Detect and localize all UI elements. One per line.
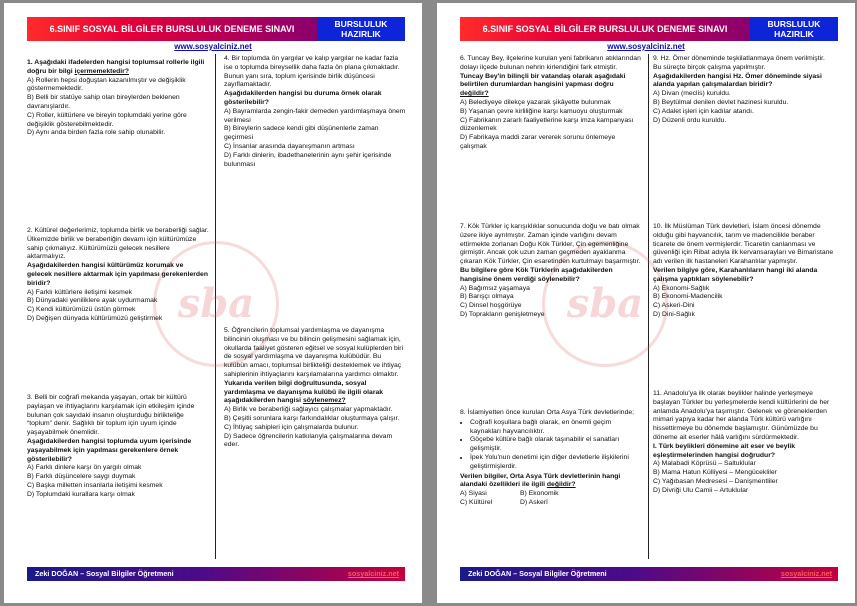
q8-bullet-2: • Göçebe kültüre bağlı olarak taşınabilir el sanatları gelişmiştir.: [470, 436, 642, 454]
q1-option-b[interactable]: B) Belli bir statüye sahip olan bireylerden beklenen davranışlardır.: [27, 94, 180, 110]
badge-line2: HAZIRLIK: [774, 29, 814, 39]
q1-stem-underlined: içermemektedir?: [74, 67, 129, 75]
website-link[interactable]: www.sosyalciniz.net: [607, 42, 685, 51]
q8-option-a[interactable]: A) Siyasi: [460, 490, 487, 498]
q1-option-c[interactable]: C) Roller, kültürlere ve bireyin toplumdaki yerine göre değişiklik gösterebilmektedir.: [27, 111, 187, 128]
q3-stem: 3. Belli bir coğrafi mekanda yaşayan, ortak bir kültürü paylaşan ve ihtiyaçlarını karşılamak için etkileşim içinde bulunan çok sayıdaki insanın oluşturduğu birlikteliğe “toplum” denir. Sağlıklı bir toplum için uyum içinde yaşayabilmek önemlidir.: [27, 394, 195, 437]
q5-ask-underlined: söylenemez?: [302, 397, 346, 405]
q6-stem: 6. Tuncay Bey, ilçelerine kurulan yeni fabrikanın atıklarından dolayı ilçede bulunan nehrin kirlendiğini fark etmiştir.: [460, 55, 641, 71]
question-2: [27, 227, 209, 324]
q9-option-c[interactable]: C) Adalet işleri için kadılar atandı.: [653, 107, 754, 115]
badge-line2: HAZIRLIK: [341, 29, 381, 39]
badge-line1: BURSLULUK: [767, 19, 821, 29]
page-footer: [27, 567, 405, 581]
question-11: [653, 390, 835, 496]
q7-stem: 7. Kök Türkler iç karışıklıklar sonucunda doğu ve batı olmak üzere ikiye ayrılmıştır. Zaman içinde varlığını devam ettirmekte zorlanan Doğu Kök Türkler, Çin egemenliğine girmiştir. Ancak çok uzun zaman geçmeden ayaklanma çıkaran Kök Türkler, Çin esaretinden kurtulmayı başarmıştır.: [460, 223, 641, 266]
left-page: [4, 3, 422, 603]
q9-option-d[interactable]: D) Düzenli ordu kuruldu.: [653, 116, 727, 124]
q5-option-d[interactable]: D) Sadece öğrencilerin katkılarıyla çalışmalarına devam eder.: [224, 432, 393, 449]
q3-ask: Aşağıdakilerden hangisi toplumda uyum içerisinde yaşayabilmek için yapılması gerekenlere örnek gösterilebilir?: [27, 437, 192, 463]
q3-option-d[interactable]: D) Toplumdaki kurallara karşı olmak: [27, 490, 135, 498]
page-footer: [460, 567, 838, 581]
q8-bullet-1: • Coğrafi koşullara bağlı olarak, en önemli geçim kaynakları hayvancılıktır.: [470, 419, 642, 437]
watermark-seal: sba: [542, 241, 668, 367]
q4-option-b[interactable]: B) Bireylerin sadece kendi gibi düşünenlerle zaman geçirmesi: [224, 125, 379, 142]
q2-option-b[interactable]: B) Dünyadaki yeniliklere ayak uydurmamak: [27, 297, 158, 305]
q6-option-c[interactable]: C) Fabrikanın zararlı faaliyetlerine karşı imza kampanyası düzenlemek: [460, 116, 634, 133]
q8-option-d[interactable]: D) Askerî: [520, 498, 548, 506]
q9-stem: 9. Hz. Ömer döneminde teşkilatlanmaya önem verilmiştir. Bu süreçte birçok çalışma yapılmıştır.: [653, 55, 825, 71]
page-header: [27, 17, 405, 41]
exam-badge: [750, 17, 838, 41]
q4-option-d[interactable]: D) Farklı dinlerin, ibadethanelerinin aynı şehir içerisinde bulunması: [224, 151, 392, 168]
q5-option-a[interactable]: A) Birlik ve beraberliği sağlayıcı çalışmalar yapmaktadır.: [224, 406, 393, 414]
question-8: [460, 409, 642, 508]
q2-option-a[interactable]: A) Farklı kültürlere iletişimi kesmek: [27, 288, 132, 296]
q10-stem: 10. İlk Müslüman Türk devletleri, İslam öncesi dönemde olduğu gibi hayvancılık, tarım ve madencilikle beraber ticarete de önem vermişlerdir. Ticaretin canlanması ve güvenliği için Ribat adıyla ilk kervansarayları ve Bimaristane adı verilen ilk hastaneleri Karahanlılar yapmıştır.: [653, 223, 834, 266]
q9-ask: Aşağıdakilerden hangisi Hz. Ömer döneminde siyasi alanda yapılan çalışmalardan biridir?: [653, 72, 822, 89]
q11-ask: I. Türk beylikleri dönemine ait eser ve beylik eşleştirmelerinden hangisi doğrudur?: [653, 442, 796, 459]
question-6: [460, 55, 642, 152]
q2-option-d[interactable]: D) Değişen dünyada kültürümüzü geliştirmek: [27, 314, 163, 322]
q3-option-b[interactable]: B) Farklı düşüncelere saygı duymak: [27, 473, 136, 481]
badge-line1: BURSLULUK: [334, 19, 388, 29]
exam-title: 6.SINIF SOSYAL BİLGİLER BURSLULUK DENEME SINAVI: [460, 17, 750, 41]
q10-option-b[interactable]: B) Ekonomi-Madencilik: [653, 293, 723, 301]
q7-ask: Bu bilgilere göre Kök Türklerin aşağıdakilerden hangisine önem verdiği söylenebilir?: [460, 266, 613, 283]
q10-option-c[interactable]: C) Askeri-Dini: [653, 302, 695, 310]
question-4: [224, 55, 406, 169]
q7-option-b[interactable]: B) Barışçı olmaya: [460, 293, 514, 301]
q11-option-a[interactable]: A) Malabadi Köprüsü – Saltuklular: [653, 460, 756, 468]
footer-site-link[interactable]: sosyalciniz.net: [780, 569, 832, 578]
q10-ask: Verilen bilgiye göre, Karahanlıların hangi iki alanda çalışma yaptıkları söylenebilir?: [653, 266, 818, 283]
q10-option-d[interactable]: D) Dini-Sağlık: [653, 310, 695, 318]
question-5: [224, 327, 406, 450]
footer-site-link[interactable]: sosyalciniz.net: [347, 569, 399, 578]
q1-stem: 1. Aşağıdaki ifadelerden hangisi toplumsal rollerle ilgili doğru bir bilgi: [27, 59, 205, 75]
website-link[interactable]: www.sosyalciniz.net: [174, 42, 252, 51]
q3-option-a[interactable]: A) Farklı dinlere karşı ön yargılı olmak: [27, 464, 142, 472]
q6-option-d[interactable]: D) Fabrikaya maddi zarar vererek sorunu önlemeye çalışmak: [460, 134, 616, 150]
q8-ask: Verilen bilgiler, Orta Asya Türk devletlerinin hangi alandaki özellikleri ile ilgili: [460, 472, 621, 489]
q8-options: [460, 490, 642, 508]
q6-option-b[interactable]: B) Yaşanan çevre kirliliğine karşı kamuoyu oluşturmak: [460, 107, 623, 115]
q7-option-c[interactable]: C) Dinsel hoşgörüye: [460, 302, 522, 310]
page-header: [460, 17, 838, 41]
q9-option-a[interactable]: A) Divan (meclis) kuruldu.: [653, 90, 731, 98]
exam-title: 6.SINIF SOSYAL BİLGİLER BURSLULUK DENEME SINAVI: [27, 17, 317, 41]
q2-stem: 2. Kültürel değerlerimiz, toplumda birlik ve beraberliği sağlar. Ülkemizde birlik ve beraberliğin devamı için kültürümüze sahip çıkmalıyız. Kültürümüzü gelecek nesillere aktarmalıyız.: [27, 227, 209, 261]
q5-stem: 5. Öğrencilerin toplumsal yardımlaşma ve dayanışma bilincinin oluşması ve bu bilincin gelişmesini sağlamak için, okullarda faaliyet gösteren eğitsel ve sosyal kulüplerden biri de sosyal yardımlaşma ve dayanışma kulübüdür. Bu kulübün amacı, toplumsal birlikteliği desteklemek ve ihtiyaç sahiplerinin ihtiyaçlarını karşılamalarına yardımcı olmaktır.: [224, 327, 404, 378]
question-1: [27, 59, 209, 138]
q1-option-a[interactable]: A) Rollerin hepsi doğuştan kazanılmıştır ve değişiklik göstermemektedir.: [27, 76, 186, 93]
q4-stem: 4. Bir toplumda ön yargılar ve kalıp yargılar ne kadar fazla ise o toplumda bireysellik daha fazla ön plana çıkmaktadır. Bunun yanı sıra, toplum içerisinde birlik düşüncesi zayıflamaktadır.: [224, 55, 400, 89]
q2-option-c[interactable]: C) Kendi kültürümüzü üstün görmek: [27, 306, 136, 314]
q9-option-b[interactable]: B) Beytülmal denilen devlet hazinesi kuruldu.: [653, 98, 789, 106]
q4-ask: Aşağıdakilerden hangisi bu duruma örnek olarak gösterilebilir?: [224, 90, 382, 106]
q6-ask-underlined: değildir?: [460, 90, 489, 98]
q5-option-b[interactable]: B) Çeşitli sorunlara karşı farkındalıklar oluşturmaya çalışır.: [224, 414, 400, 422]
q11-option-d[interactable]: D) Divriği Ulu Camii – Artuklular: [653, 486, 749, 494]
q5-ask: Yukarıda verilen bilgi doğrultusunda, sosyal yardımlaşma ve dayanışma kulübü ile ilgili olarak aşağıdakilerden hangisi: [224, 379, 384, 405]
watermark-seal: sba: [153, 241, 279, 367]
footer-author: Zeki DOĞAN – Sosyal Bilgiler Öğretmeni: [35, 569, 174, 578]
q8-bullet-list: [470, 419, 642, 472]
q7-option-a[interactable]: A) Bağımsız yaşamaya: [460, 284, 530, 292]
q11-option-c[interactable]: C) Yağıbasan Medresesi – Danişmentliler: [653, 477, 778, 485]
exam-badge: [317, 17, 405, 41]
q1-option-d[interactable]: D) Aynı anda birden fazla role sahip olunabilir.: [27, 129, 166, 137]
q2-ask: Aşağıdakilerden hangisi kültürümüz korumak ve gelecek nesillere aktarmak için yapılması gerekenlerden biridir?: [27, 262, 208, 287]
q6-ask: Tuncay Bey'in bilinçli bir vatandaş olarak aşağıdaki belirtilen durumlardan hangisini yapması doğru: [460, 72, 626, 89]
q8-option-b[interactable]: B) Ekonomik: [520, 490, 559, 498]
q3-option-c[interactable]: C) Başka milletten insanlarla iletişimi kesmek: [27, 481, 163, 489]
q7-option-d[interactable]: D) Toprakların genişletmeye: [460, 310, 545, 318]
q8-option-c[interactable]: C) Kültürel: [460, 498, 493, 506]
q8-bullet-3: • İpek Yolu'nun denetimi için diğer devletlerle ilişkilerini geliştirmişlerdir.: [470, 454, 642, 472]
q8-stem: 8. İslamiyetten önce kurulan Orta Asya Türk devletlerinde;: [460, 409, 635, 416]
q4-option-a[interactable]: A) Bayramlarda zengin-fakir demeden yardımlaşmaya önem verilmesi: [224, 107, 406, 124]
q11-stem: 11. Anadolu'ya ilk olarak beylikler halinde yerleşmeye başlayan Türkler bu yerleşmelerde kendi kültürlerini de her anlamda Anadolu'ya taşımıştır. Gelenek ve göreneklerden mimari yapıya kadar her alanda Türk kültürü varlığını hissettirmeye bu dönemde başlamıştır. Günümüzde bu döneme ait eserler hâlâ varlığını sürdürmektedir.: [653, 390, 830, 441]
q10-option-a[interactable]: A) Ekonomi-Sağlık: [653, 284, 710, 292]
footer-author: Zeki DOĞAN – Sosyal Bilgiler Öğretmeni: [468, 569, 607, 578]
q11-option-b[interactable]: B) Mama Hatun Külliyesi – Mengücekliler: [653, 469, 777, 477]
q4-option-c[interactable]: C) İnsanlar arasında dayanışmanın artması: [224, 142, 355, 150]
question-9: [653, 55, 835, 125]
question-3: [27, 394, 209, 500]
q8-ask-underlined: değildir?: [546, 481, 576, 489]
q6-option-a[interactable]: A) Belediyeye dilekçe yazarak şikâyette bulunmak: [460, 98, 611, 106]
q5-option-c[interactable]: C) İhtiyaç sahipleri için çalışmalarda bulunur.: [224, 423, 359, 431]
right-page: [437, 3, 855, 603]
question-7: [460, 223, 642, 320]
question-10: [653, 223, 835, 320]
